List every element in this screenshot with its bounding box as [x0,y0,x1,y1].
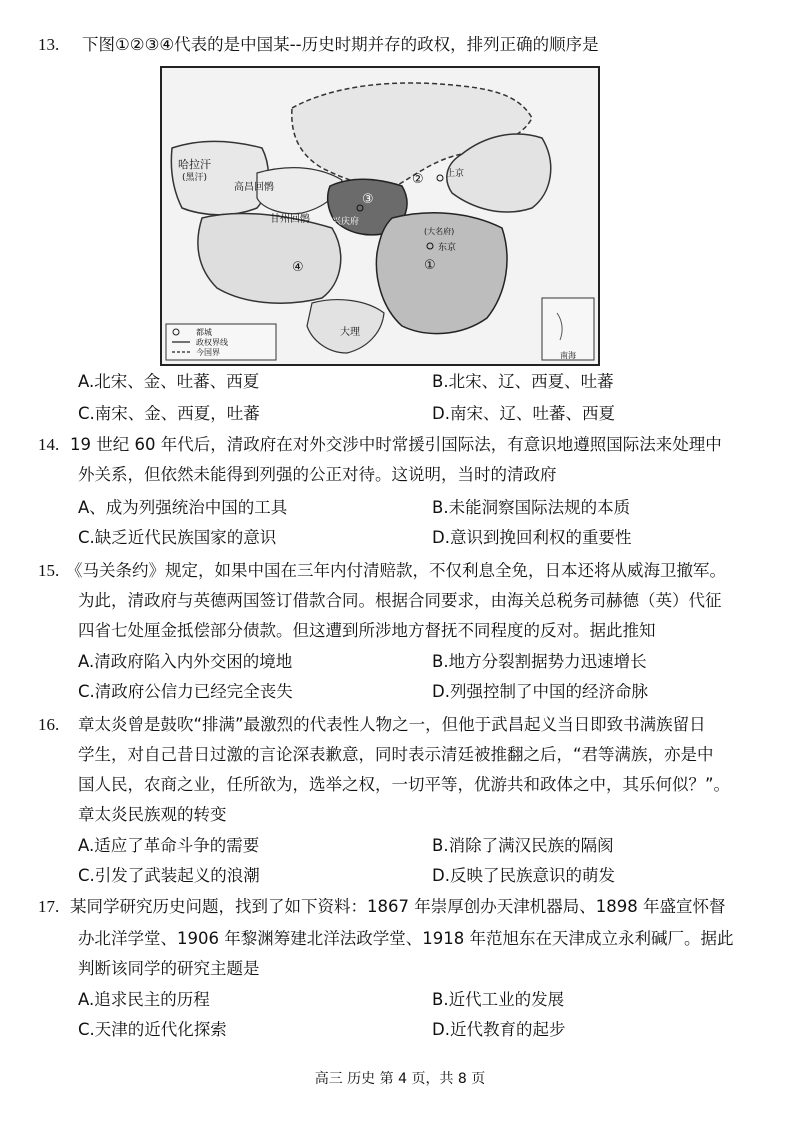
option-text: 天津的近代化探索 [94,1020,227,1039]
option-a[interactable] [78,494,287,522]
option-text: 北宋、辽、西夏、吐蕃 [448,372,614,391]
map-label-daming: (大名府) [424,227,455,236]
option-letter: B. [432,652,449,671]
question-stem-line: 四省七处厘金抵偿部分债款。但这遭到所涉地方督抚不同程度的反对。据此推知 [78,621,656,640]
map-label-region-4: ④ [292,260,304,275]
option-text: 消除了满汉民族的隔阂 [448,836,614,855]
question-stem-line: 章太炎民族观的转变 [78,805,227,824]
option-a[interactable] [78,368,259,396]
map-label-ganzhou: 甘州回鹘 [270,214,310,225]
option-b[interactable] [432,832,614,860]
option-letter: C. [78,1020,95,1039]
option-text: 未能洞察国际法规的本质 [448,498,631,517]
option-a[interactable] [78,648,292,676]
map-label-shangjing: 上京 [446,169,465,179]
map-legend-border: 政权界线 [196,338,228,347]
option-text: 成为列强统治中国的工具 [105,498,288,517]
map-label-dongjing: 东京 [438,243,457,253]
question-stem-line: 19 世纪 60 年代后，清政府在对外交涉中时常援引国际法，有意识地遵照国际法来处理中 [70,435,722,454]
option-text: 适应了革命斗争的需要 [94,836,260,855]
option-b[interactable] [432,986,564,1014]
map-label-dali: 大理 [340,327,360,338]
option-letter: A. [78,372,95,391]
question-stem-line: 《马关条约》规定，如果中国在三年内付清赔款，不仅利息全免，日本还将从威海卫撤军。 [66,561,726,580]
question-stem-line: 章太炎曾是鼓吹“排满”最激烈的代表性人物之一，但他于武昌起义当日即致书满族留日 [78,715,706,734]
option-text: 意识到挽回利权的重要性 [449,528,632,547]
map-label-south-sea: 南海 [560,351,576,360]
option-b[interactable] [432,494,630,522]
option-text: 北宋、金、吐蕃、西夏 [94,372,260,391]
option-letter: C. [78,682,95,701]
question-number: 13. [38,35,60,54]
option-letter: B. [432,372,449,391]
option-letter: B. [432,990,449,1009]
option-c[interactable] [78,400,260,428]
page-footer: 高三 历史 第 4 页，共 8 页 [314,1071,486,1087]
map-label-zhongxing: 兴庆府 [332,217,360,227]
question-number: 14. [38,435,60,454]
option-text: 列强控制了中国的经济命脉 [449,682,648,701]
question-stem: 下图①②③④代表的是中国某--历史时期并存的政权，排列正确的顺序是 [82,35,599,54]
option-d[interactable] [432,678,648,706]
question-number: 17. [38,897,60,916]
option-letter: A. [78,652,95,671]
option-letter: D. [432,1020,450,1039]
option-letter: B. [432,836,449,855]
map-legend-modern: 今国界 [196,348,220,357]
question-stem-line: 学生，对自己昔日过激的言论深表歉意，同时表示清廷被推翻之后，“君等满族，亦是中 [78,745,714,764]
question-stem-line: 为此，清政府与英德两国签订借款合同。根据合同要求，由海关总税务司赫德（英）代征 [78,591,722,610]
option-letter: D. [432,528,450,547]
option-d[interactable] [432,862,615,890]
option-b[interactable] [432,648,647,676]
question-stem-line: 某同学研究历史问题，找到了如下资料：1867 年崇厚创办天津机器局、1898 年盛宣怀督 [70,897,726,916]
option-letter: D. [432,682,450,701]
map-label-region-1: ① [424,258,436,273]
option-c[interactable] [78,678,293,706]
option-c[interactable] [78,1016,227,1044]
option-text: 缺乏近代民族国家的意识 [94,528,277,547]
option-a[interactable] [78,986,210,1014]
option-letter: B. [432,498,449,517]
option-d[interactable] [432,400,615,428]
option-d[interactable] [432,524,631,552]
option-letter: C. [78,404,95,423]
map-label-hala-sub: (黑汗) [182,173,208,183]
option-letter: A. [78,990,95,1009]
question-stem-line: 外关系，但依然未能得到列强的公正对待。这说明，当时的清政府 [78,465,557,484]
option-letter: D. [432,866,450,885]
option-c[interactable] [78,862,260,890]
option-text: 南宋、辽、吐蕃、西夏 [449,404,615,423]
option-text: 引发了武装起义的浪潮 [94,866,260,885]
option-letter: D. [432,404,450,423]
map-label-gaochang: 高昌回鹘 [234,182,274,193]
map-graphic [162,68,598,364]
option-letter: A、 [78,498,106,517]
question-number: 16. [38,715,60,734]
option-letter: C. [78,866,95,885]
option-text: 清政府公信力已经完全丧失 [94,682,293,701]
option-letter: A. [78,836,95,855]
option-text: 近代教育的起步 [449,1020,566,1039]
question-stem-line: 办北洋学堂、1906 年黎渊筹建北洋法政学堂、1918 年范旭东在天津成立永利碱厂。据此 [78,929,734,948]
option-text: 南宋、金、西夏，吐蕃 [94,404,260,423]
option-text: 清政府陷入内外交困的境地 [94,652,293,671]
question-number: 15. [38,561,60,580]
map-legend-capital: 都城 [196,328,212,337]
map-label-hala: 哈拉汗 [178,158,211,171]
map-label-region-2: ② [412,172,424,187]
option-letter: C. [78,528,95,547]
historical-map [160,66,600,366]
question-stem-line: 判断该同学的研究主题是 [78,959,260,978]
option-c[interactable] [78,524,276,552]
question-stem-line: 国人民，农商之业，任所欲为，选举之权，一切平等，优游共和政体之中，其乐何似？”。 [78,775,731,794]
option-text: 地方分裂割据势力迅速增长 [448,652,647,671]
option-d[interactable] [432,1016,565,1044]
option-a[interactable] [78,832,259,860]
option-text: 追求民主的历程 [94,990,210,1009]
option-text: 近代工业的发展 [448,990,565,1009]
map-label-region-3: ③ [362,192,374,207]
option-text: 反映了民族意识的萌发 [449,866,615,885]
option-b[interactable] [432,368,614,396]
